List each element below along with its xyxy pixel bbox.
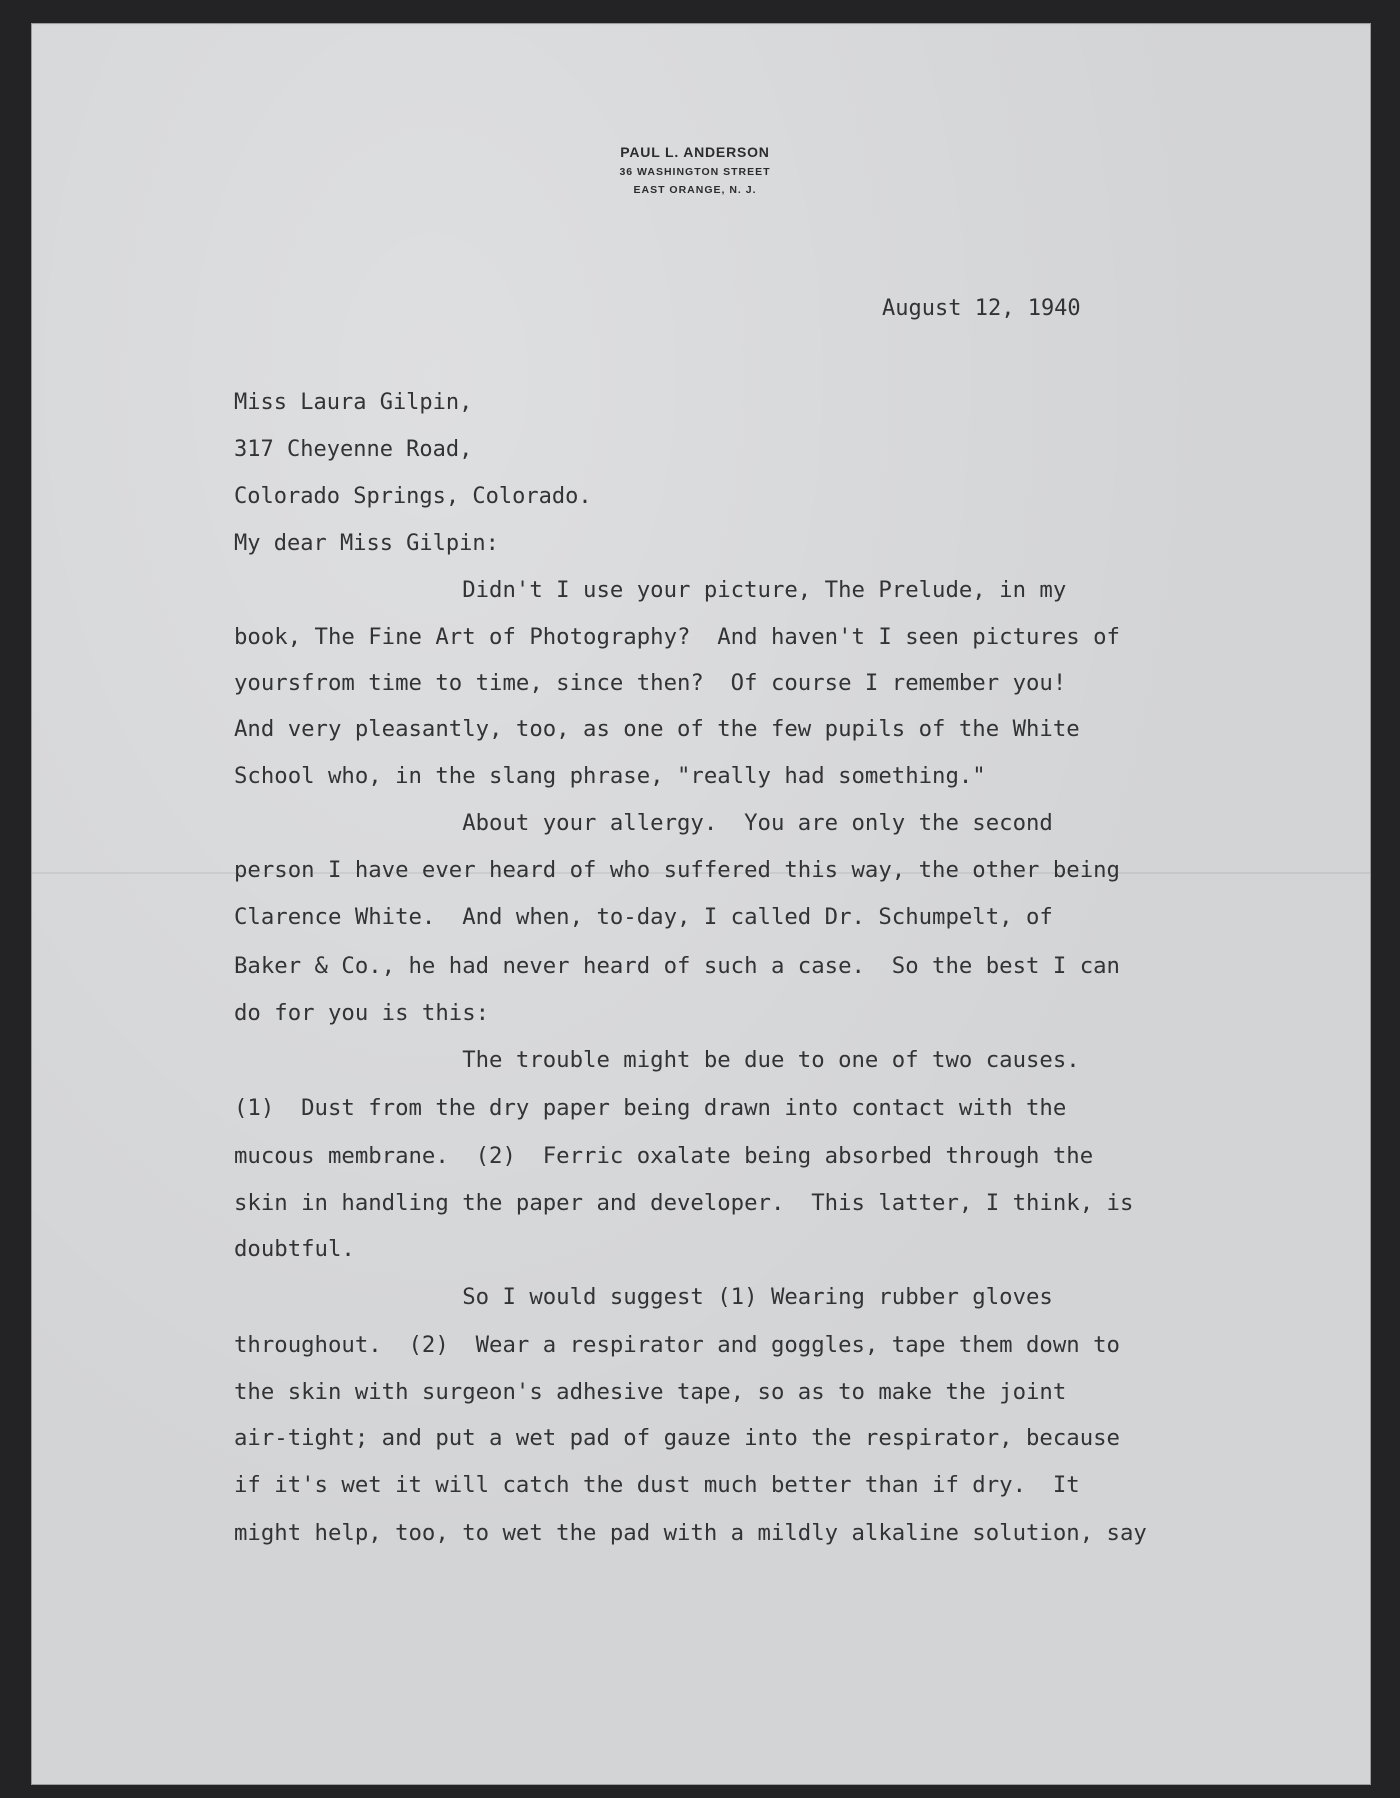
address-line: Miss Laura Gilpin,	[234, 390, 473, 415]
body-line: might help, too, to wet the pad with a mildly alkaline solution, say	[234, 1520, 1147, 1546]
body-line: Baker & Co., he had never heard of such a case. So the best I can	[234, 953, 1120, 979]
body-line: book, The Fine Art of Photography? And haven't I seen pictures of	[234, 624, 1120, 650]
letterhead	[32, 144, 1370, 202]
body-line: About your allergy. You are only the second	[234, 810, 1053, 836]
body-line: person I have ever heard of who suffered this way, the other being	[234, 857, 1120, 883]
letterhead-street: 36 WASHINGTON STREET	[619, 166, 771, 178]
body-line: if it's wet it will catch the dust much better than if dry. It	[234, 1472, 1080, 1498]
body-line: throughout. (2) Wear a respirator and goggles, tape them down to	[234, 1332, 1120, 1358]
address-line: 317 Cheyenne Road,	[234, 437, 473, 462]
body-line: Didn't I use your picture, The Prelude, in my	[234, 577, 1067, 603]
body-line: the skin with surgeon's adhesive tape, so as to make the joint	[234, 1379, 1067, 1405]
body-line: The trouble might be due to one of two causes.	[234, 1047, 1080, 1073]
body-line: yoursfrom time to time, since then? Of course I remember you!	[234, 670, 1067, 696]
body-line: mucous membrane. (2) Ferric oxalate being absorbed through the	[234, 1143, 1094, 1169]
body-line: Clarence White. And when, to-day, I called Dr. Schumpelt, of	[234, 904, 1053, 930]
letterhead-name: PAUL L. ANDERSON	[620, 144, 770, 160]
body-line: air-tight; and put a wet pad of gauze into the respirator, because	[234, 1425, 1120, 1451]
body-line: doubtful.	[234, 1236, 355, 1262]
body-line: So I would suggest (1) Wearing rubber gloves	[234, 1284, 1053, 1310]
body-line: skin in handling the paper and developer. This latter, I think, is	[234, 1190, 1134, 1216]
letter-date: August 12, 1940	[882, 296, 1081, 321]
body-line: (1) Dust from the dry paper being drawn into contact with the	[234, 1095, 1067, 1121]
letter-page	[32, 24, 1370, 1784]
body-line: And very pleasantly, too, as one of the few pupils of the White	[234, 716, 1080, 742]
body-line: do for you is this:	[234, 1000, 490, 1026]
body-line: School who, in the slang phrase, "really had something."	[234, 763, 986, 789]
address-line: Colorado Springs, Colorado.	[234, 484, 592, 509]
salutation: My dear Miss Gilpin:	[234, 531, 499, 556]
letterhead-city: EAST ORANGE, N. J.	[633, 184, 757, 196]
